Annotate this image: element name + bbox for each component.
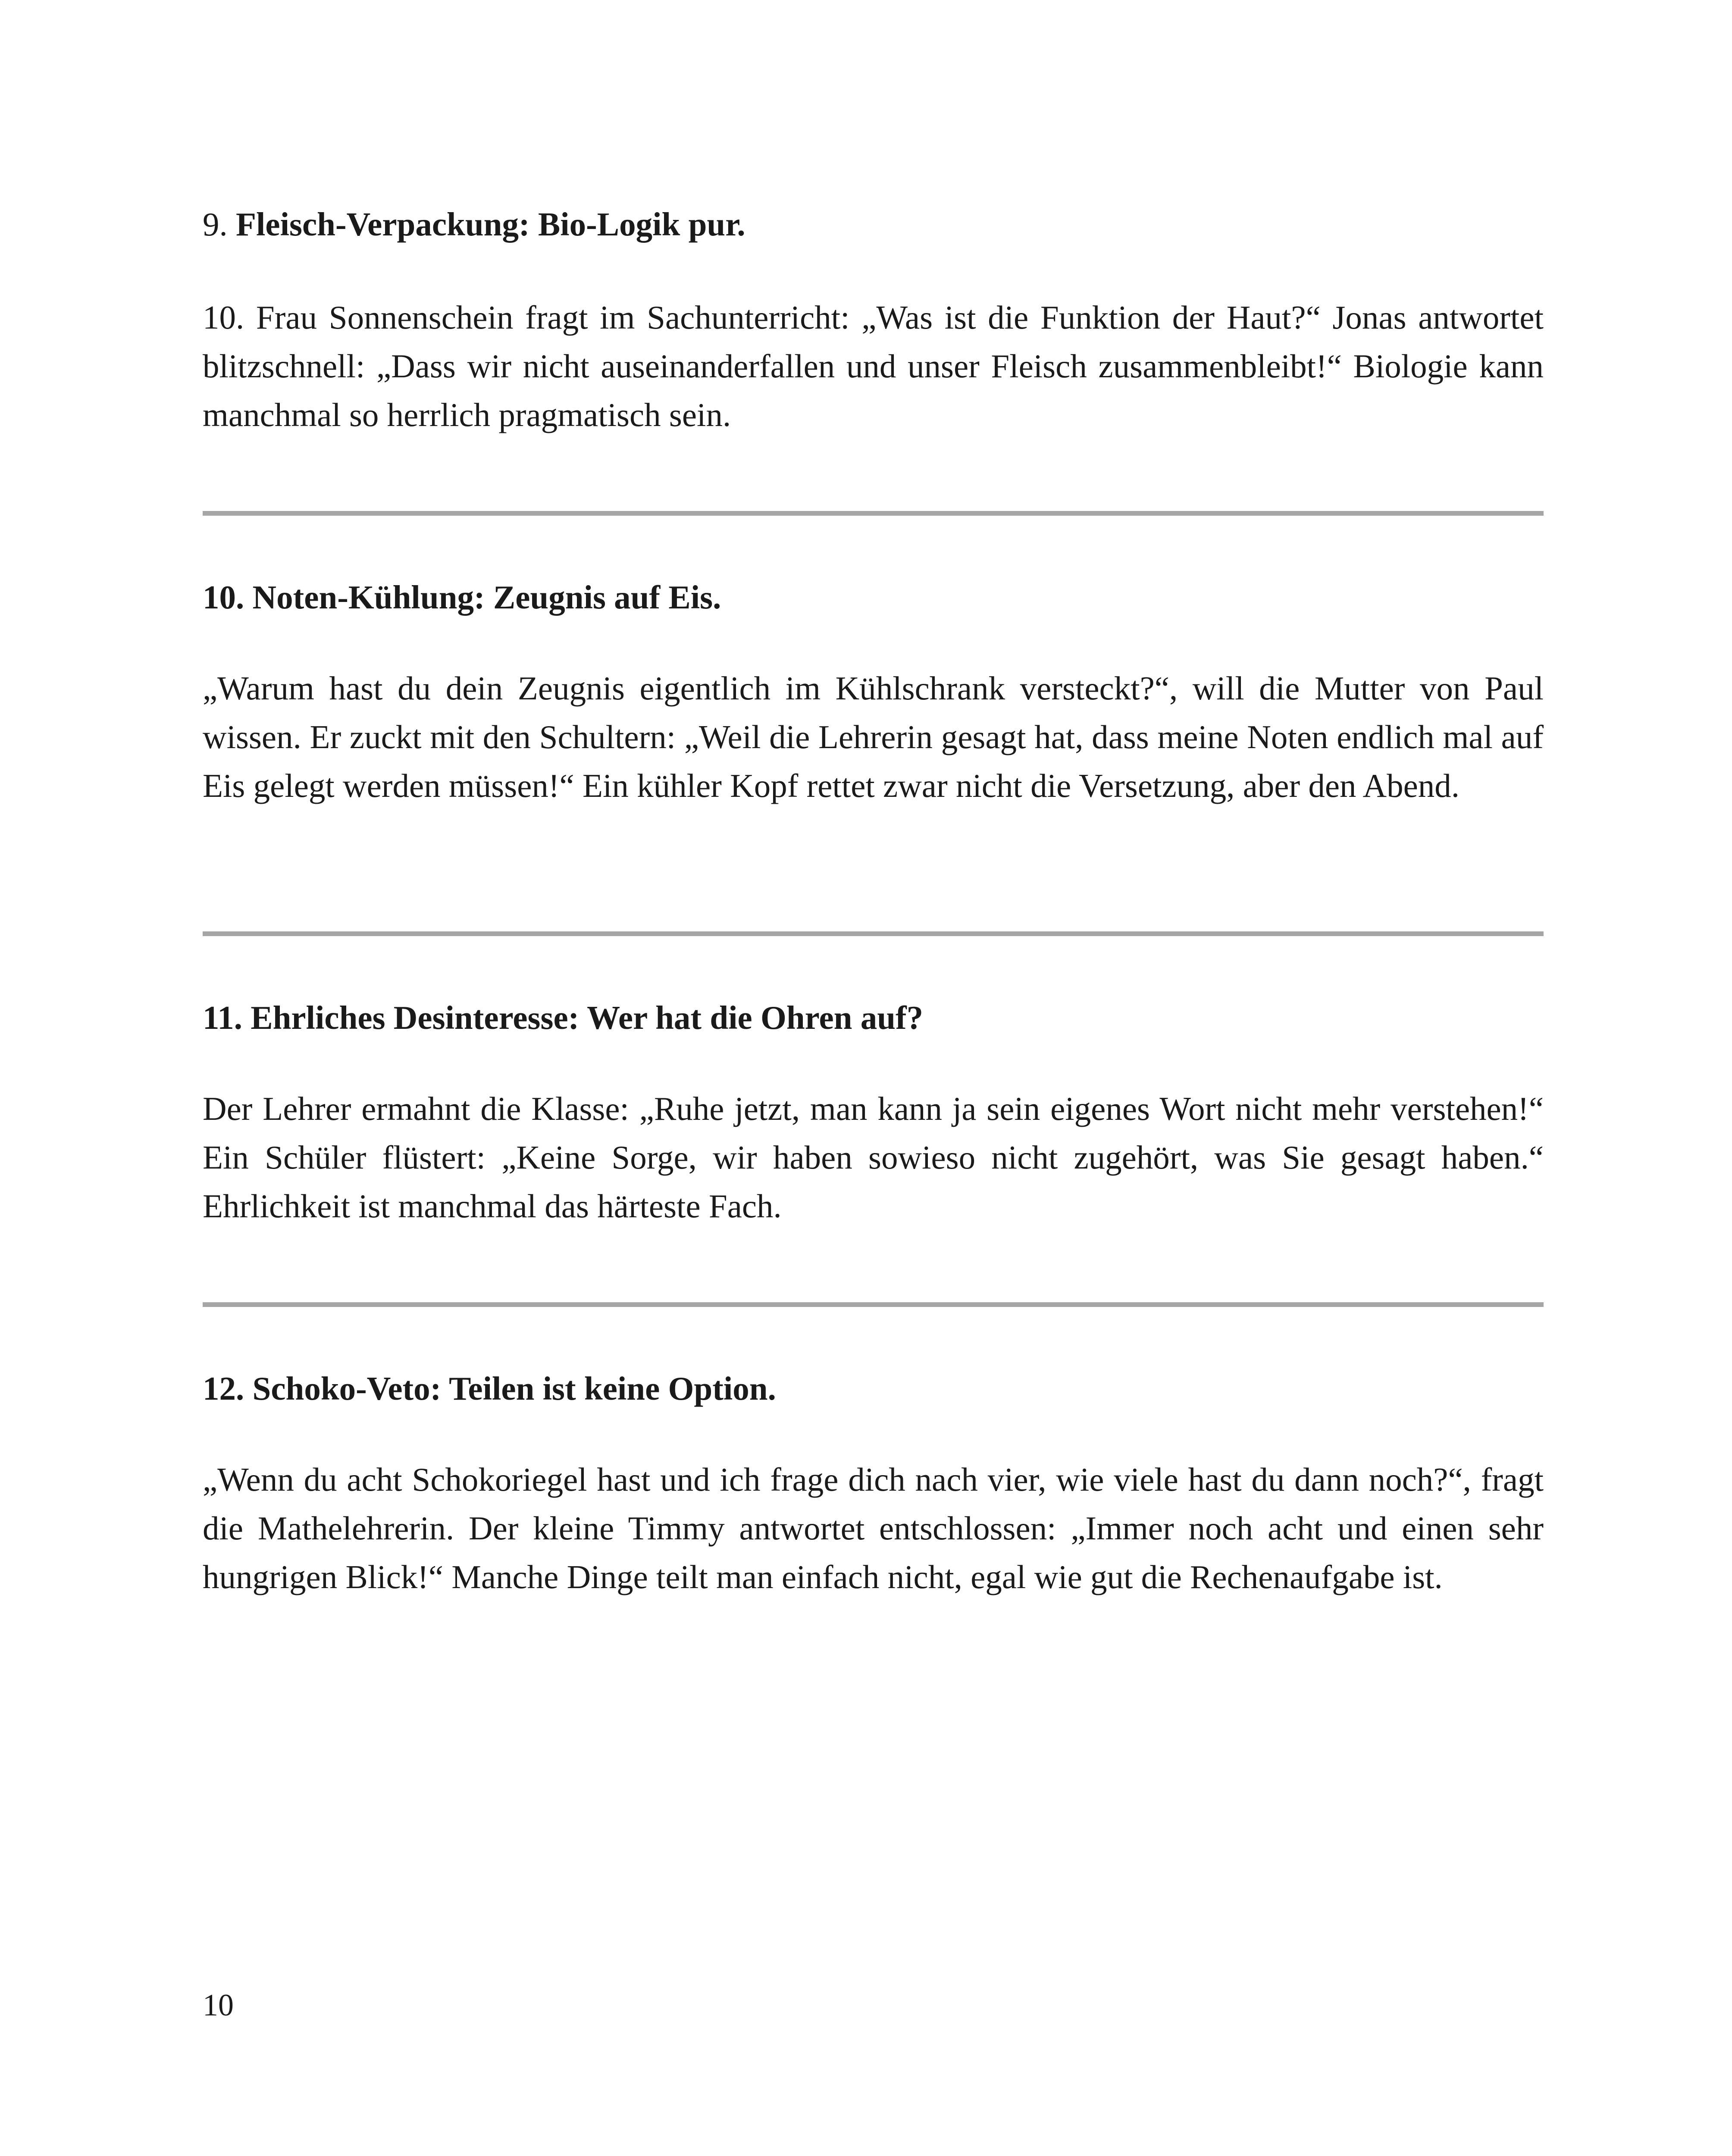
section-1-heading-title: Fleisch-Verpackung: Bio-Logik pur. — [236, 206, 745, 243]
section-1-body: 10. Frau Sonnenschein fragt im Sachunterricht: „Was ist die Funktion der Haut?“ Jonas antwortet blitzschnell: „Dass wir nicht auseinanderfallen und unser Fleisch zusammenbleibt!“ Biologie kann manchmal so herrlich pragmatisch sein. — [203, 299, 1544, 433]
section-1-heading-number: 9. — [203, 206, 228, 243]
section-2-heading-title: 10. Noten-Kühlung: Zeugnis auf Eis. — [203, 579, 721, 616]
section-3-heading-title: 11. Ehrliches Desinteresse: Wer hat die Ohren auf? — [203, 999, 924, 1036]
section-1 — [203, 203, 1544, 246]
section-4-body: „Wenn du acht Schokoriegel hast und ich frage dich nach vier, wie viele hast du dann noch?“, fragt die Mathelehrerin. Der kleine Timmy antwortet entschlossen: „Immer noch acht und einen sehr hungrigen Blick!“ Manche Dinge teilt man einfach nicht, egal wie gut die Rechenaufgabe ist. — [203, 1461, 1544, 1595]
section-3-heading — [203, 996, 1544, 1039]
section-2 — [203, 576, 1544, 619]
divider-3 — [203, 1302, 1544, 1307]
section-2-heading — [203, 576, 1544, 619]
divider-2 — [203, 931, 1544, 936]
divider-1 — [203, 511, 1544, 516]
section-4-heading — [203, 1367, 1544, 1410]
section-3 — [203, 996, 1544, 1039]
section-2-body-block — [203, 664, 1544, 810]
page-number: 10 — [203, 1988, 234, 2022]
section-4 — [203, 1367, 1544, 1410]
section-3-body-block — [203, 1084, 1544, 1231]
section-4-heading-title: 12. Schoko-Veto: Teilen ist keine Option. — [203, 1370, 776, 1407]
section-3-body: Der Lehrer ermahnt die Klasse: „Ruhe jetzt, man kann ja sein eigenes Wort nicht mehr verstehen!“ Ein Schüler flüstert: „Keine Sorge, wir haben sowieso nicht zugehört, was Sie gesagt haben.“ Ehrlichkeit ist manchmal das härteste Fach. — [203, 1090, 1544, 1225]
section-1-heading — [203, 203, 1544, 246]
section-4-body-block — [203, 1455, 1544, 1601]
section-2-body: „Warum hast du dein Zeugnis eigentlich im Kühlschrank versteckt?“, will die Mutter von Paul wissen. Er zuckt mit den Schultern: „Weil die Lehrerin gesagt hat, dass meine Noten endlich mal auf Eis gelegt werden müssen!“ Ein kühler Kopf rettet zwar nicht die Versetzung, aber den Abend. — [203, 670, 1544, 804]
section-1-body-block — [203, 293, 1544, 439]
